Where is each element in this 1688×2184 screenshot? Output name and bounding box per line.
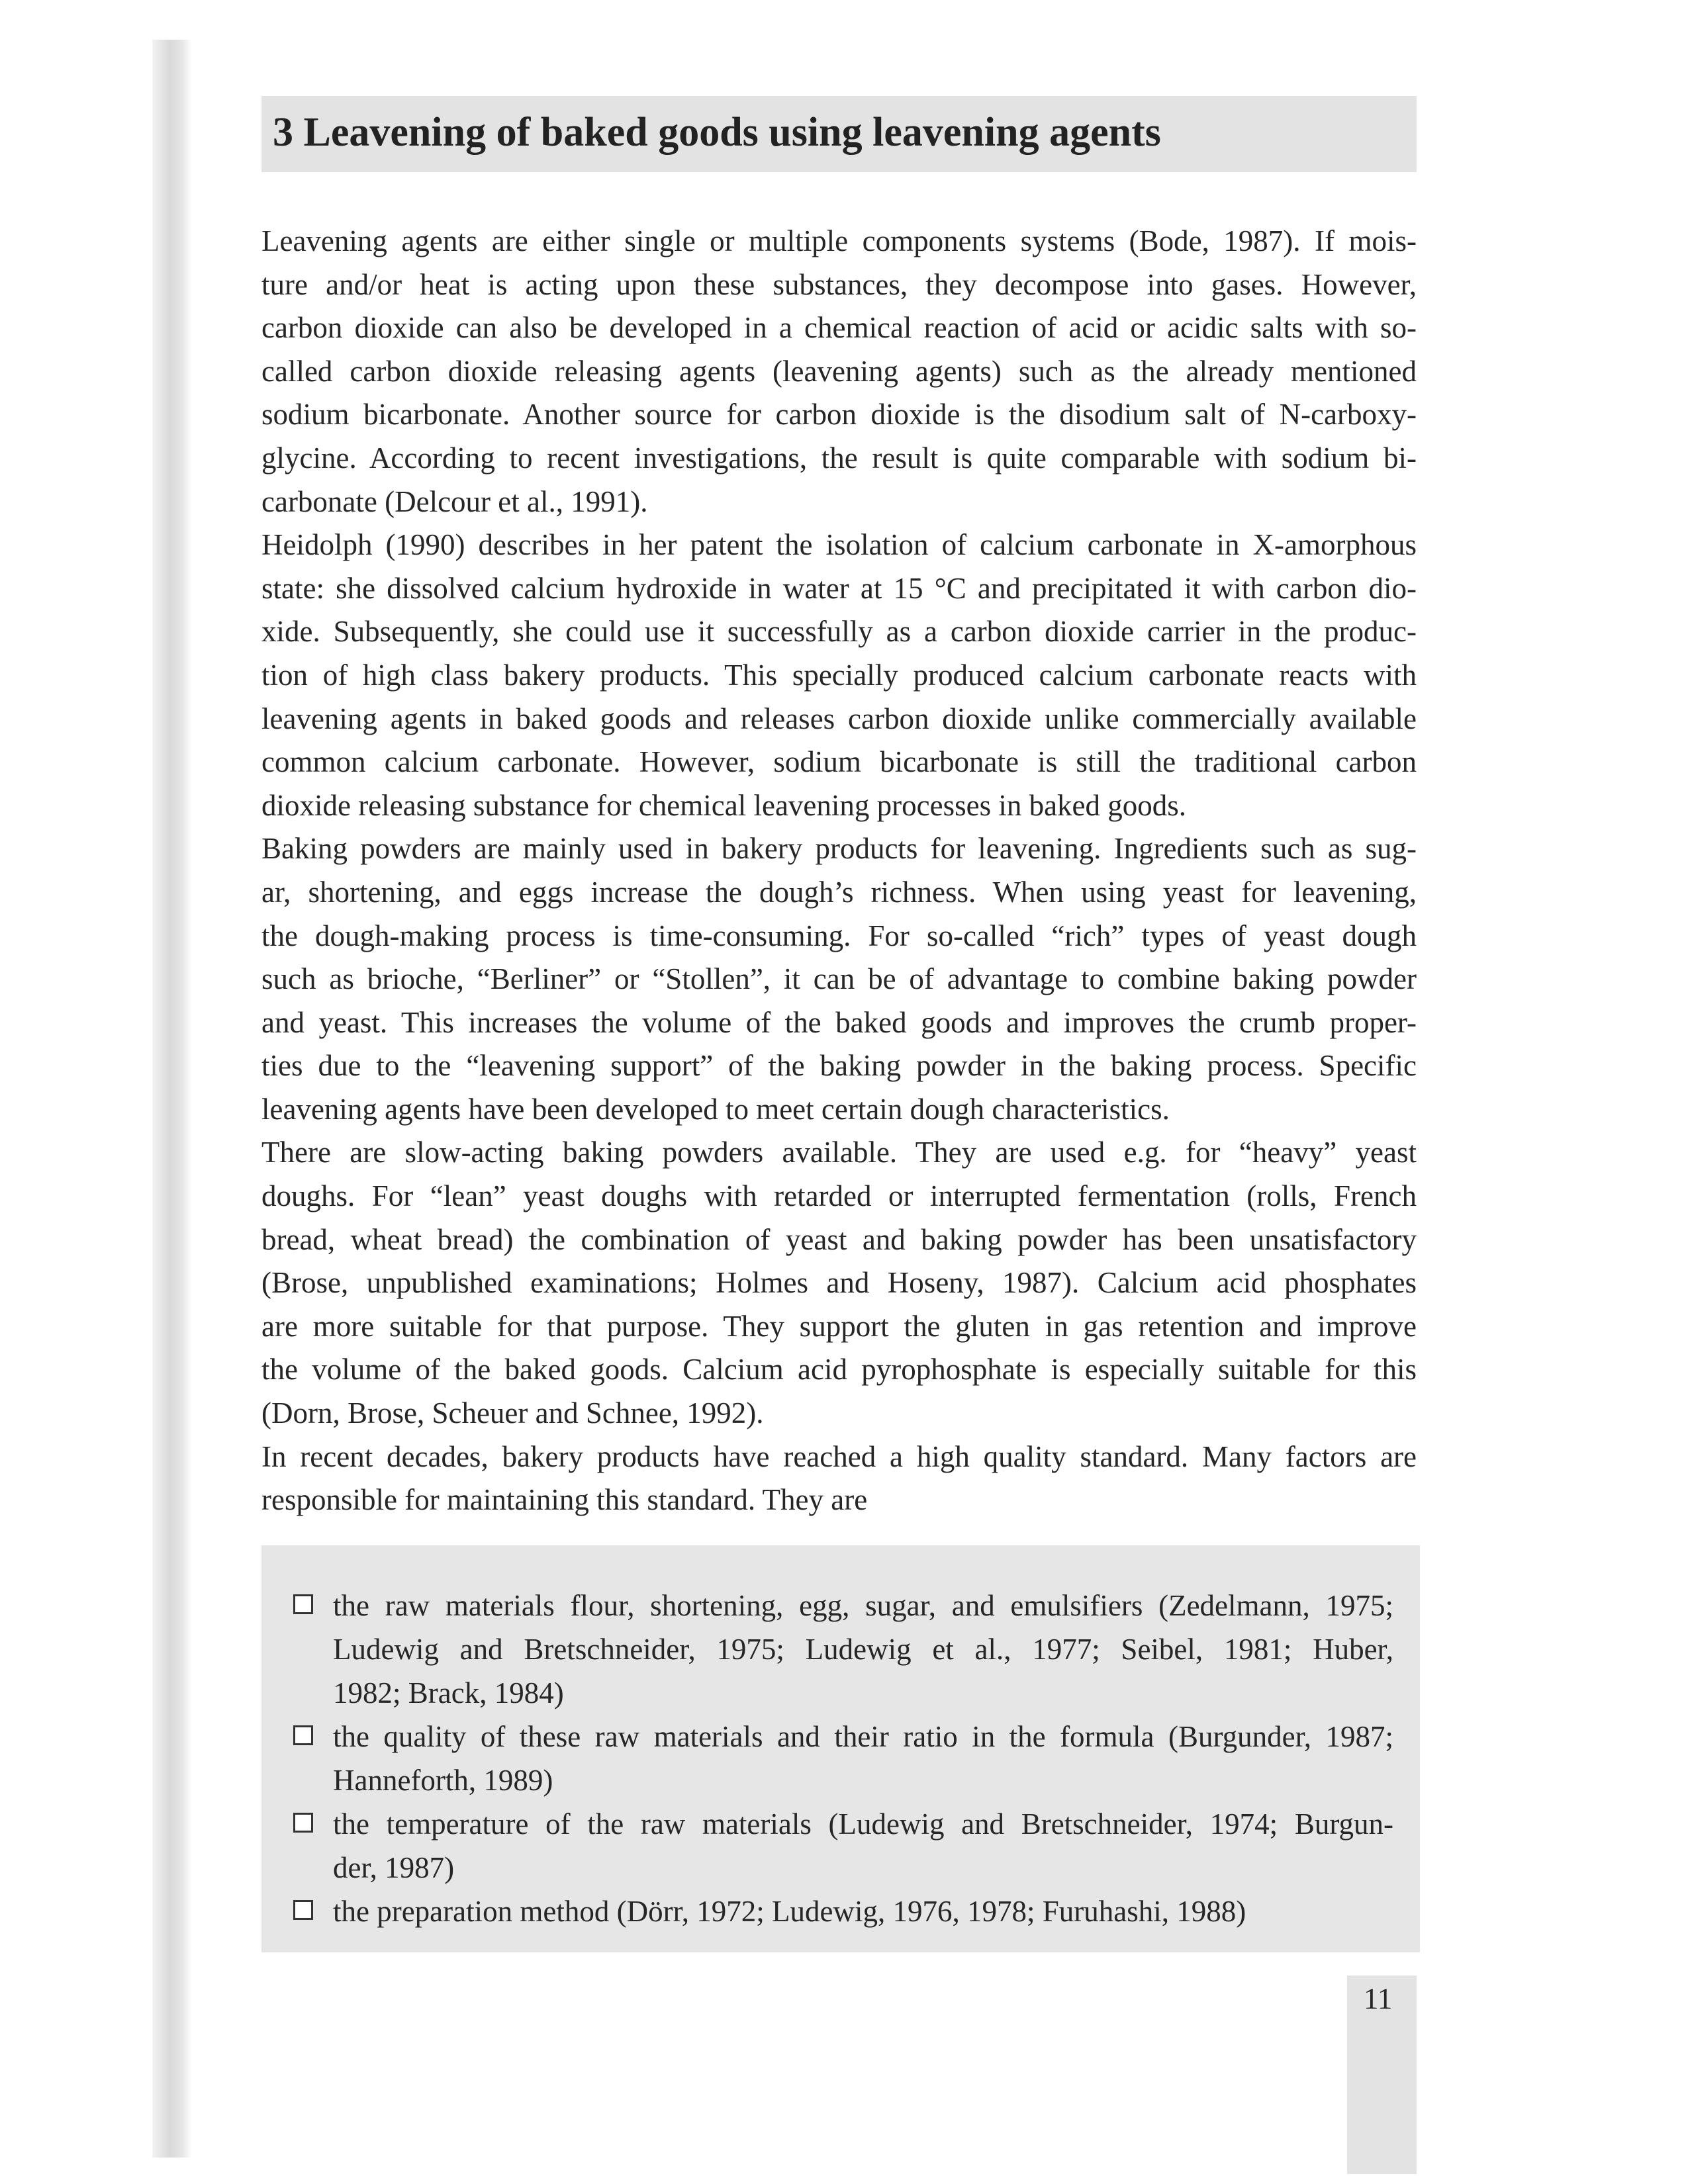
body-line: responsible for maintaining this standard. They are: [261, 1483, 868, 1517]
list-item-line: the temperature of the raw materials (Ludewig and Bretschneider, 1974; Burgun-: [333, 1807, 1393, 1841]
body-line: Leavening agents are either single or multiple components systems (Bode, 1987). If mois-: [261, 224, 1417, 257]
body-line: tion of high class bakery products. This specially produced calcium carbonate reacts with: [261, 658, 1417, 692]
list-item-line: the quality of these raw materials and their ratio in the formula (Burgunder, 1987;: [333, 1720, 1393, 1753]
list-item: [293, 1802, 1393, 1889]
body-line: ties due to the “leavening support” of the baking powder in the baking process. Specific: [261, 1049, 1417, 1083]
body-line: xide. Subsequently, she could use it successfully as a carbon dioxide carrier in the produc-: [261, 615, 1417, 649]
body-line: Baking powders are mainly used in bakery products for leavening. Ingredients such as sug-: [261, 832, 1417, 866]
checkbox-square-icon: [293, 1725, 313, 1745]
body-line: called carbon dioxide releasing agents (leavening agents) such as the already mentioned: [261, 354, 1417, 388]
body-line: the dough-making process is time-consuming. For so-called “rich” types of yeast dough: [261, 919, 1417, 952]
chapter-title: 3 Leavening of baked goods using leavening agents: [273, 110, 1161, 155]
list-item-line: der, 1987): [333, 1851, 455, 1884]
body-line: sodium bicarbonate. Another source for carbon dioxide is the disodium salt of N-carboxy-: [261, 398, 1417, 432]
body-line: state: she dissolved calcium hydroxide in water at 15 °C and precipitated it with carbon dio-: [261, 571, 1417, 605]
body-line: carbon dioxide can also be developed in a chemical reaction of acid or acidic salts with so-: [261, 311, 1417, 345]
body-line: In recent decades, bakery products have reached a high quality standard. Many factors are: [261, 1439, 1417, 1473]
body-line: are more suitable for that purpose. They support the gluten in gas retention and improve: [261, 1309, 1417, 1343]
body-line: (Brose, unpublished examinations; Holmes and Hoseny, 1987). Calcium acid phosphates: [261, 1266, 1417, 1300]
body-line: bread, wheat bread) the combination of yeast and baking powder has been unsatisfactory: [261, 1222, 1417, 1256]
list-item-line: the preparation method (Dörr, 1972; Ludewig, 1976, 1978; Furuhashi, 1988): [333, 1895, 1246, 1928]
body-line: leavening agents have been developed to meet certain dough characteristics.: [261, 1092, 1170, 1126]
body-line: the volume of the baked goods. Calcium acid pyrophosphate is especially suitable for this: [261, 1353, 1417, 1387]
checkbox-square-icon: [293, 1594, 313, 1614]
list-item-line: Ludewig and Bretschneider, 1975; Ludewig et al., 1977; Seibel, 1981; Huber,: [333, 1633, 1393, 1666]
body-line: such as brioche, “Berliner” or “Stollen”, it can be of advantage to combine baking powder: [261, 962, 1417, 996]
list-item-line: 1982; Brack, 1984): [333, 1676, 564, 1709]
body-line: doughs. For “lean” yeast doughs with retarded or interrupted fermentation (rolls, French: [261, 1179, 1417, 1213]
page-number: 11: [1364, 1982, 1393, 2015]
list-item: [293, 1584, 1393, 1715]
checkbox-square-icon: [293, 1813, 313, 1833]
body-line: Heidolph (1990) describes in her patent the isolation of calcium carbonate in X-amorphous: [261, 528, 1417, 562]
body-line: (Dorn, Brose, Scheuer and Schnee, 1992).: [261, 1396, 764, 1430]
checkbox-square-icon: [293, 1900, 313, 1920]
body-line: common calcium carbonate. However, sodium bicarbonate is still the traditional carbon: [261, 745, 1417, 779]
chapter-heading: [261, 96, 1417, 172]
body-line: carbonate (Delcour et al., 1991).: [261, 484, 648, 518]
list-item-line: Hanneforth, 1989): [333, 1764, 553, 1797]
factors-list-box: [261, 1545, 1420, 1952]
body-line: ture and/or heat is acting upon these substances, they decompose into gases. However,: [261, 267, 1417, 301]
list-item-line: the raw materials flour, shortening, egg, sugar, and emulsifiers (Zedelmann, 1975;: [333, 1589, 1393, 1622]
list-item: [293, 1889, 1393, 1933]
body-line: leavening agents in baked goods and releases carbon dioxide unlike commercially available: [261, 702, 1417, 735]
body-line: ar, shortening, and eggs increase the dough’s richness. When using yeast for leavening,: [261, 875, 1417, 909]
body-line: glycine. According to recent investigations, the result is quite comparable with sodium bi-: [261, 441, 1417, 475]
body-line: and yeast. This increases the volume of the baked goods and improves the crumb proper-: [261, 1005, 1417, 1039]
body-text: [261, 220, 1417, 1522]
list-item: [293, 1715, 1393, 1802]
body-line: dioxide releasing substance for chemical leavening processes in baked goods.: [261, 788, 1187, 822]
body-line: There are slow-acting baking powders available. They are used e.g. for “heavy” yeast: [261, 1136, 1417, 1169]
